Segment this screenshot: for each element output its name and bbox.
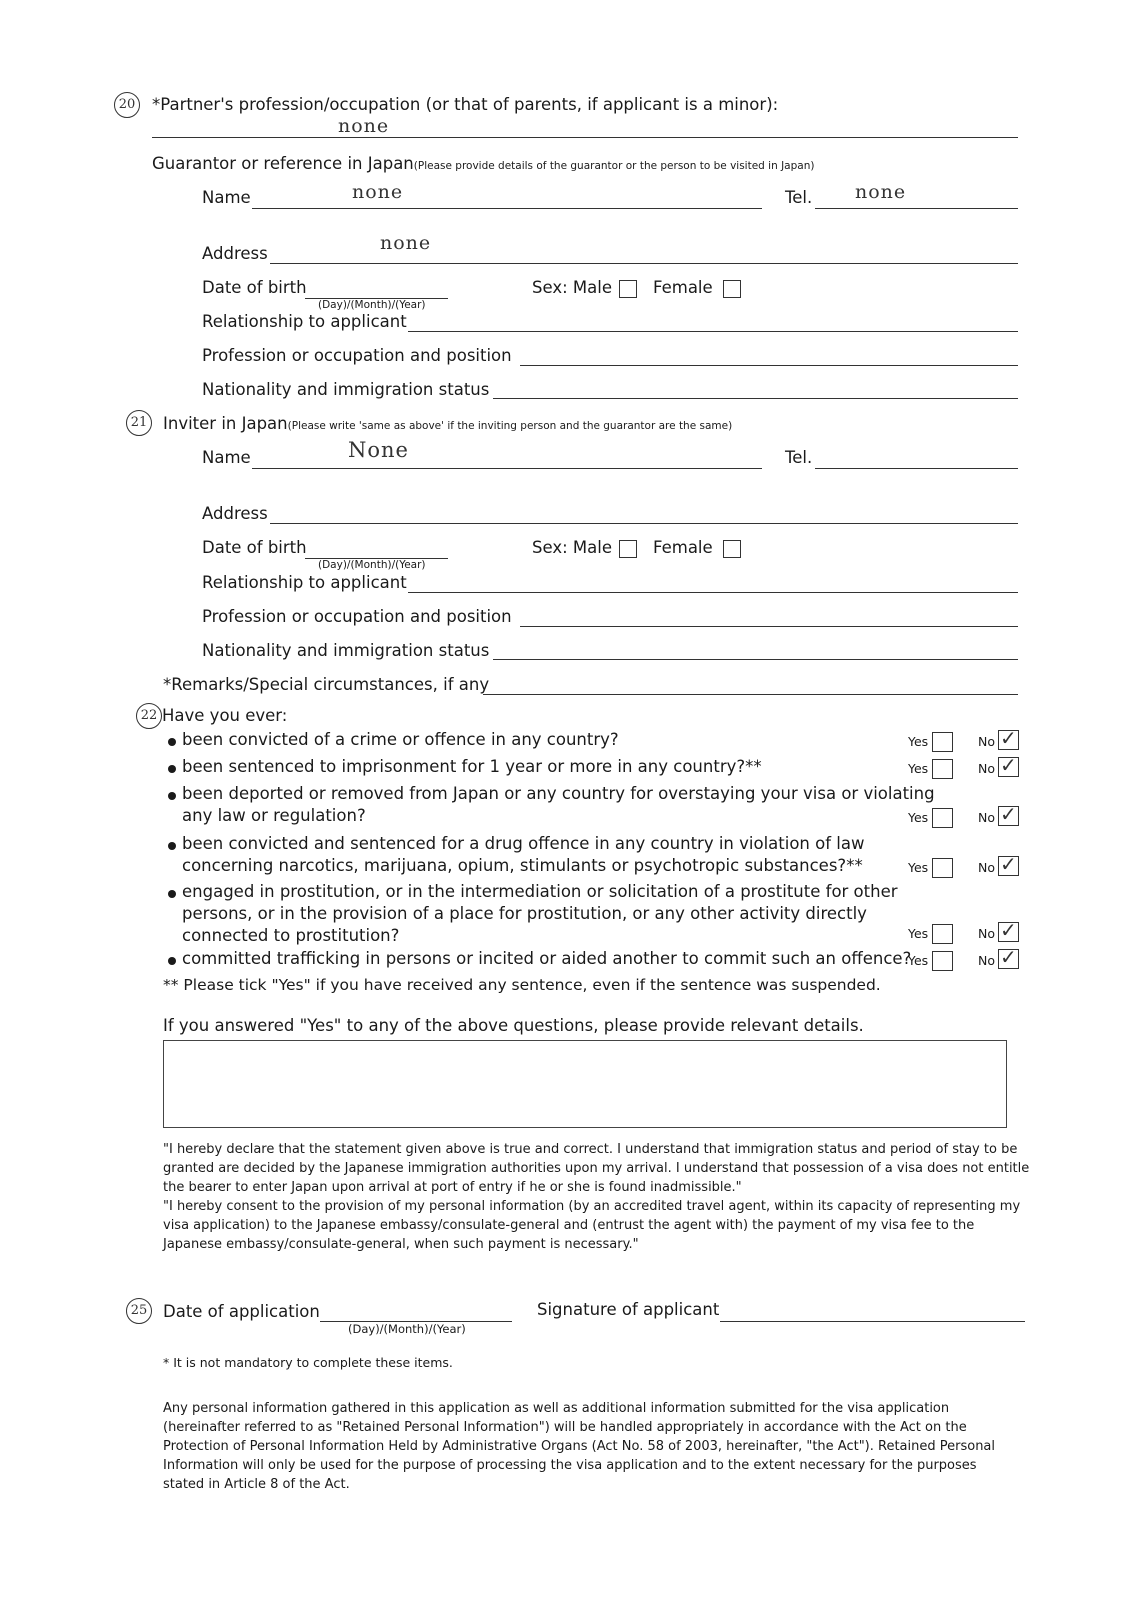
guarantor-dob-format: (Day)/(Month)/(Year) [318, 299, 426, 311]
q22-question-5-line-2: persons, or in the provision of a place for prostitution, or any other activity directly [182, 904, 867, 923]
guarantor-tel-label: Tel. [785, 188, 813, 207]
q22-question-5-line-1: engaged in prostitution, or in the intermediation or solicitation of a prostitute for other [182, 882, 898, 901]
bullet [168, 792, 176, 800]
q22-1-no-checkbox[interactable] [998, 726, 1019, 750]
q22-1-yes-checkbox[interactable] [932, 732, 953, 752]
q22-6-no-checkbox[interactable] [998, 945, 1019, 969]
q22-4-no-checkbox[interactable] [998, 852, 1019, 876]
question-number-21: 21 [126, 410, 152, 436]
q22-2-yes-checkbox[interactable] [932, 759, 953, 779]
guarantor-name-value[interactable]: none [352, 181, 404, 203]
inviter-heading [163, 414, 732, 433]
check-mark-icon: ✓ [1000, 945, 1017, 969]
inviter-name-value[interactable]: None [348, 438, 409, 462]
inviter-sex-male-label: Sex: Male [532, 538, 612, 557]
q22-footnote: ** Please tick "Yes" if you have received any sentence, even if the sentence was suspended. [163, 976, 881, 994]
signature-line [720, 1321, 1025, 1322]
guarantor-profession-label: Profession or occupation and position [202, 346, 512, 365]
q22-question-6: committed trafficking in persons or incited or aided another to commit such an offence? [182, 949, 912, 968]
privacy-notice: Any personal information gathered in this application as well as additional information submitted for the visa application (hereinafter referred to as "Retained Personal Information") will be handled appropriately in accordance with the Act on the Protection of Personal Information Held by Administrative Organs (Act No. 58 of 2003, hereinafter, "the Act"). Retained Personal Information will only be used for the purpose of processing the visa application and to the extent necessary for the purposes stated in Article 8 of the Act. [163, 1401, 996, 1492]
q22-2-no-label: No [978, 761, 995, 776]
inviter-relationship-label: Relationship to applicant [202, 573, 407, 592]
q22-3-yes-checkbox[interactable] [932, 808, 953, 828]
q22-3-no-label: No [978, 810, 995, 825]
q22-details-textarea[interactable] [163, 1040, 1007, 1128]
q22-1-yes-label: Yes [908, 734, 929, 749]
guarantor-heading [152, 154, 814, 173]
q22-1-no-label: No [978, 734, 995, 749]
q22-question-3-line-1: been deported or removed from Japan or any country for overstaying your visa or violating [182, 784, 935, 803]
signature-label: Signature of applicant [537, 1300, 720, 1319]
guarantor-relationship-label: Relationship to applicant [202, 312, 407, 331]
q22-question-3-line-2: any law or regulation? [182, 806, 366, 825]
check-mark-icon: ✓ [1000, 852, 1017, 876]
q22-2-yes-label: Yes [908, 761, 929, 776]
q22-5-no-checkbox[interactable] [998, 918, 1019, 942]
partner-occupation-label: *Partner's profession/occupation (or that of parents, if applicant is a minor): [152, 95, 779, 114]
inviter-heading-note: (Please write 'same as above' if the inviting person and the guarantor are the same) [287, 420, 733, 432]
inviter-dob-label: Date of birth [202, 538, 307, 557]
inviter-female-label: Female [653, 538, 713, 557]
guarantor-address-line [270, 263, 1018, 264]
inviter-heading-title: Inviter in Japan [163, 414, 288, 433]
check-mark-icon: ✓ [1000, 753, 1017, 777]
q22-6-no-label: No [978, 953, 995, 968]
guarantor-relationship-line [408, 331, 1018, 332]
guarantor-address-value[interactable]: none [380, 232, 432, 254]
check-mark-icon: ✓ [1000, 918, 1017, 942]
guarantor-name-label: Name [202, 188, 251, 207]
q22-5-no-label: No [978, 926, 995, 941]
inviter-profession-label: Profession or occupation and position [202, 607, 512, 626]
partner-occupation-value[interactable]: none [338, 115, 390, 137]
q22-heading: Have you ever: [162, 706, 288, 725]
inviter-male-checkbox[interactable] [619, 540, 637, 558]
q22-6-yes-label: Yes [908, 953, 929, 968]
inviter-name-label: Name [202, 448, 251, 467]
guarantor-dob-label: Date of birth [202, 278, 307, 297]
bullet [168, 842, 176, 850]
bullet [168, 957, 176, 965]
question-number-22: 22 [136, 703, 162, 729]
guarantor-heading-note: (Please provide details of the guarantor or the person to be visited in Japan) [413, 160, 815, 172]
q22-6-yes-checkbox[interactable] [932, 951, 953, 971]
q22-3-no-checkbox[interactable] [998, 802, 1019, 826]
application-date-label: Date of application [163, 1302, 320, 1321]
q22-5-yes-label: Yes [908, 926, 929, 941]
q22-4-yes-label: Yes [908, 860, 929, 875]
declaration-paragraph-2: "I hereby consent to the provision of my personal information (by an accredited travel agent, within its capacity of representing my visa application) to the Japanese embassy/consulate-general and (entrust the agent with) the payment of my visa fee to the Japanese embassy/consulate-general, when such payment is necessary." [163, 1199, 1021, 1252]
bullet [168, 890, 176, 898]
guarantor-profession-line [520, 365, 1018, 366]
inviter-relationship-line [408, 592, 1018, 593]
inviter-tel-label: Tel. [785, 448, 813, 467]
remarks-label: *Remarks/Special circumstances, if any [163, 675, 490, 694]
inviter-profession-line [520, 626, 1018, 627]
q22-details-prompt: If you answered "Yes" to any of the above questions, please provide relevant details. [163, 1016, 864, 1035]
guarantor-address-label: Address [202, 244, 268, 263]
question-number-20: 20 [114, 92, 140, 118]
application-date-format: (Day)/(Month)/(Year) [348, 1322, 466, 1336]
inviter-nationality-label: Nationality and immigration status [202, 641, 490, 660]
q22-4-yes-checkbox[interactable] [932, 858, 953, 878]
q22-question-2: been sentenced to imprisonment for 1 year or more in any country?** [182, 757, 762, 776]
q22-question-1: been convicted of a crime or offence in any country? [182, 730, 619, 749]
inviter-nationality-line [493, 659, 1018, 660]
partner-occupation-line [152, 137, 1018, 138]
guarantor-nationality-line [493, 398, 1018, 399]
q22-3-yes-label: Yes [908, 810, 929, 825]
q22-5-yes-checkbox[interactable] [932, 924, 953, 944]
inviter-dob-format: (Day)/(Month)/(Year) [318, 559, 426, 571]
q22-question-4-line-2: concerning narcotics, marijuana, opium, stimulants or psychotropic substances?** [182, 856, 863, 875]
guarantor-sex-male-label: Sex: Male [532, 278, 612, 297]
check-mark-icon: ✓ [1000, 802, 1017, 826]
guarantor-female-checkbox[interactable] [723, 280, 741, 298]
question-number-25: 25 [126, 1298, 152, 1324]
bullet [168, 765, 176, 773]
guarantor-name-line [252, 208, 762, 209]
inviter-tel-line [815, 468, 1018, 469]
guarantor-female-label: Female [653, 278, 713, 297]
declaration-paragraph-1: "I hereby declare that the statement given above is true and correct. I understand that immigration status and period of stay to be granted are decided by the Japanese immigration authorities upon my arrival. I understand that possession of a visa does not entitle the bearer to enter Japan upon arrival at port of entry if he or she is found inadmissible." [163, 1142, 1030, 1195]
q22-2-no-checkbox[interactable] [998, 753, 1019, 777]
guarantor-male-checkbox[interactable] [619, 280, 637, 298]
check-mark-icon: ✓ [1000, 726, 1017, 750]
q22-4-no-label: No [978, 860, 995, 875]
q22-question-5-line-3: connected to prostitution? [182, 926, 400, 945]
inviter-female-checkbox[interactable] [723, 540, 741, 558]
bullet [168, 738, 176, 746]
remarks-line [483, 694, 1018, 695]
inviter-address-line [270, 523, 1018, 524]
guarantor-heading-title: Guarantor or reference in Japan [152, 154, 414, 173]
mandatory-note: * It is not mandatory to complete these items. [163, 1355, 453, 1370]
guarantor-nationality-label: Nationality and immigration status [202, 380, 490, 399]
inviter-address-label: Address [202, 504, 268, 523]
declaration-text [163, 1140, 1033, 1254]
guarantor-tel-line [815, 208, 1018, 209]
q22-question-4-line-1: been convicted and sentenced for a drug offence in any country in violation of law [182, 834, 865, 853]
inviter-name-line [252, 468, 762, 469]
guarantor-tel-value[interactable]: none [855, 181, 907, 203]
